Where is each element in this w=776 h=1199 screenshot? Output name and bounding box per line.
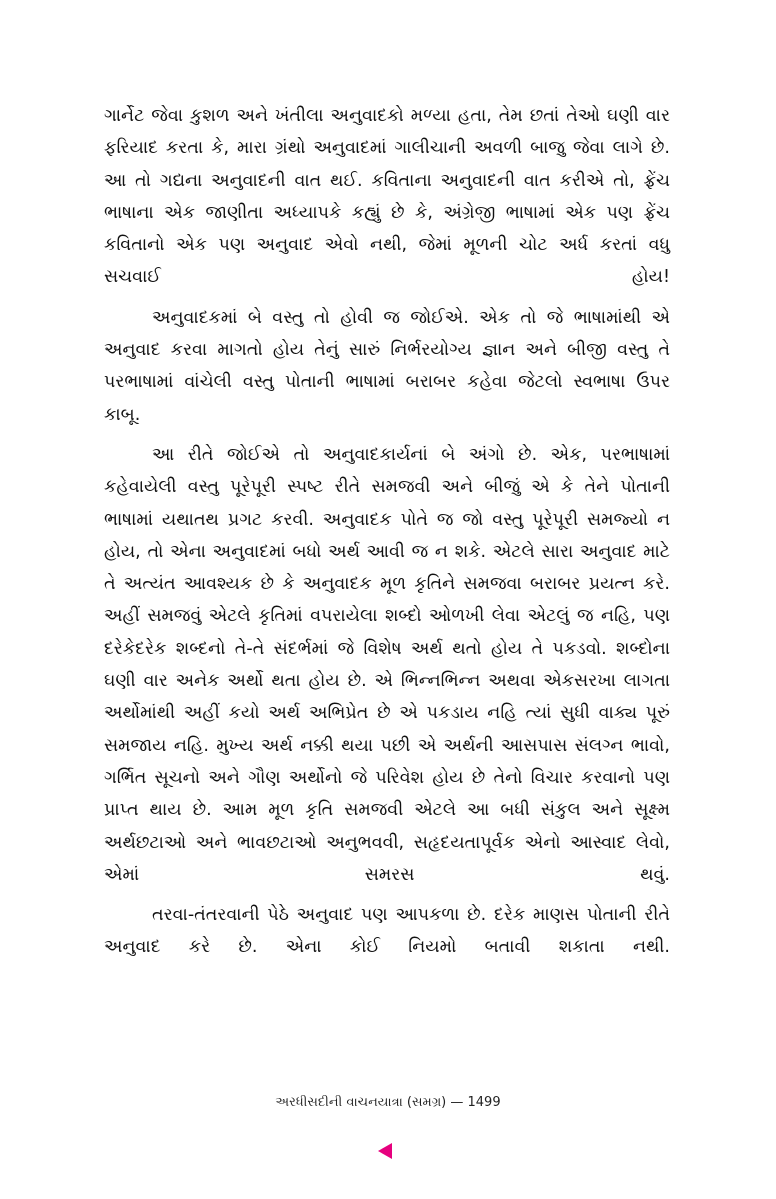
paragraph-3: આ રીતે જોઈએ તો અનુવાદકાર્યનાં બે અંગો છે. એક, પરભાષામાં કહેવાયેલી વસ્તુ પૂરેપૂરી સ્પષ્ટ રીતે સમજવી અને બીજું એ કે તેને પોતાની ભાષામાં યથાતથ પ્રગટ કરવી. અનુવાદક પોતે જ જો વસ્તુ પૂરેપૂરી સમજ્યો ન હોય, તો એના અનુવાદમાં બધો અર્થ આવી જ ન શકે. એટલે સારા અનુવાદ માટે તે અત્યંત આવશ્યક છે કે અનુવાદક મૂળ કૃતિને સમજવા બરાબર પ્રયત્ન કરે. અહીં સમજવું એટલે કૃતિમાં વપરાયેલા શબ્દો ઓળખી લેવા એટલું જ નહિ, પણ દરેકેદરેક શબ્દનો તે-તે સંદર્ભમાં જે વિશેષ અર્થ થતો હોય તે પકડવો. શબ્દોના ઘણી વાર અનેક અર્થો થતા હોય છે. એ ભિન્નભિન્ન અથવા એકસરખા લાગતા અર્થોમાંથી અહીં કયો અર્થ અભિપ્રેત છે એ પકડાય નહિ ત્યાં સુધી વાક્ય પૂરું સમજાય નહિ. મુખ્ય અર્થ નક્કી થયા પછી એ અર્થની આસપાસ સંલગ્ન ભાવો, ગર્ભિત સૂચનો અને ગૌણ અર્થોનો જે પરિવેશ હોય છે તેનો વિચાર કરવાનો પણ પ્રાપ્ત થાય છે. આમ મૂળ કૃતિ સમજવી એટલે આ બધી સંકુલ અને સૂક્ષ્મ અર્થછટાઓ અને ભાવછટાઓ અનુભવવી, સહૃદયતાપૂર્વક એનો આસ્વાદ લેવો, એમાં સમરસ થવું.	[104, 444, 670, 885]
page-footer: અરધીસદીની વાચનયાત્રા (સમગ્ર) — 1499	[275, 1095, 501, 1110]
previous-page-arrow-icon[interactable]	[378, 1143, 392, 1159]
paragraph-2: અનુવાદકમાં બે વસ્તુ તો હોવી જ જોઈએ. એક તો જે ભાષામાંથી એ અનુવાદ કરવા માગતો હોય તેનું સારું નિર્ભરયોગ્ય જ્ઞાન અને બીજી વસ્તુ તે પરભાષામાં વાંચેલી વસ્તુ પોતાની ભાષામાં બરાબર કહેવા જેટલો સ્વભાષા ઉપર કાબૂ.	[104, 307, 670, 425]
paragraph-4: તરવા-તંતરવાની પેઠે અનુવાદ પણ આપકળા છે. દરેક માણસ પોતાની રીતે અનુવાદ કરે છે. એના કોઈ નિયમો બતાવી શકાતા નથી.	[104, 905, 670, 958]
body-text	[104, 100, 670, 972]
paragraph-1: ગાર્નેટ જેવા કુશળ અને ખંતીલા અનુવાદકો મળ્યા હતા, તેમ છતાં તેઓ ઘણી વાર ફરિયાદ કરતા કે, મારા ગ્રંથો અનુવાદમાં ગાલીચાની અવળી બાજુ જેવા લાગે છે. આ તો ગદ્યના અનુવાદની વાત થઈ. કવિતાના અનુવાદની વાત કરીએ તો, ફ્રેંચ ભાષાના એક જાણીતા અધ્યાપકે કહ્યું છે કે, અંગ્રેજી ભાષામાં એક પણ ફ્રેંચ કવિતાનો એક પણ અનુવાદ એવો નથી, જેમાં મૂળની ચોટ અર્ધ કરતાં વધુ સચવાઈ હોય!	[104, 106, 670, 288]
